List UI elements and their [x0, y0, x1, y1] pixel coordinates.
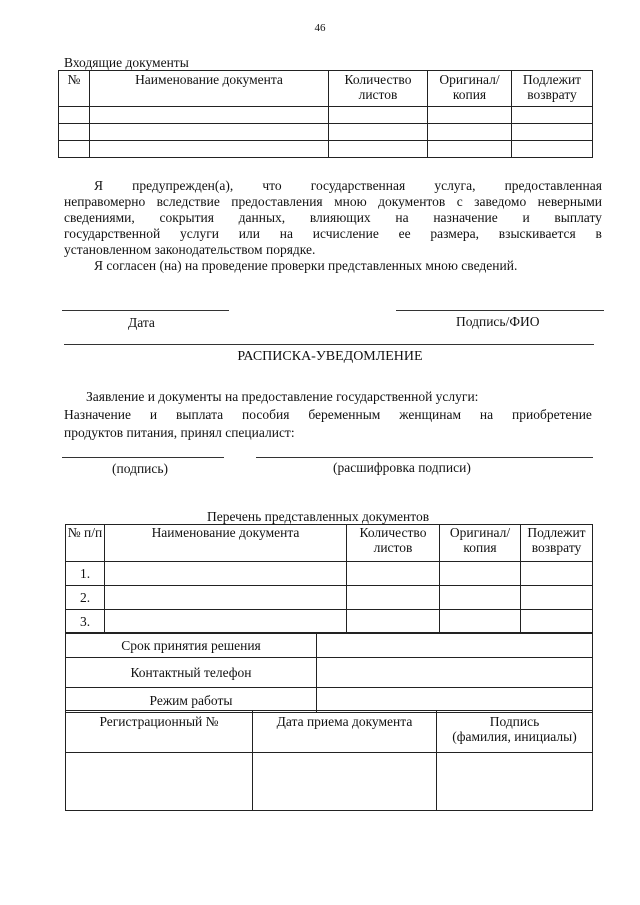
warning-line-4: государственной услуги или на исчисление ее размера, взыскивается в: [64, 226, 602, 241]
col-pages: Количество листов: [329, 71, 428, 107]
col-name: Наименование документа: [90, 71, 329, 107]
documents-table: [65, 524, 593, 634]
receipt-title: РАСПИСКА-УВЕДОМЛЕНИЕ: [237, 349, 423, 364]
contact-phone-label: Контактный телефон: [66, 658, 317, 688]
date-line: [62, 310, 229, 311]
col-return: Подлежит возврату: [512, 71, 593, 107]
decode-hint: (расшифровка подписи): [333, 460, 471, 475]
page-number: 46: [314, 22, 326, 34]
separator-line: [64, 344, 594, 345]
table-row: [59, 107, 593, 124]
warning-line-3: сведениями, сокрытия данных, влияющих на назначение и выплату: [64, 210, 602, 225]
col-number: №: [59, 71, 90, 107]
warning-line-5: установленном законодательством порядке.: [64, 242, 316, 257]
work-mode-label: Режим работы: [66, 688, 317, 713]
list-title: Перечень представленных документов: [207, 509, 430, 524]
specialist-sign-line: [62, 457, 224, 458]
signature-line: [396, 310, 604, 311]
info-table: [65, 632, 593, 713]
specialist-decode-line: [256, 457, 593, 458]
warning-line-1: Я предупрежден(а), что государственная услуга, предоставленная: [94, 178, 602, 193]
receive-date-label: Дата приема документа: [253, 711, 437, 753]
incoming-table: [58, 70, 593, 158]
table-row: [59, 141, 593, 158]
col-original: Оригинал/ копия: [428, 71, 512, 107]
registration-table: [65, 710, 593, 811]
reg-number-label: Регистрационный №: [66, 711, 253, 753]
warning-paragraph: [64, 178, 602, 274]
table-row: 2.: [66, 586, 593, 610]
receipt-line-2: Назначение и выплата пособия беременным женщинам на приобретение: [64, 407, 592, 422]
warning-line-2: неправомерно вследствие предоставления мною документов с заведомо неверными: [64, 194, 602, 209]
receipt-line-3: продуктов питания, принял специалист:: [64, 425, 295, 440]
sign-hint: (подпись): [112, 461, 169, 476]
table-row: [66, 753, 593, 811]
col-name: Наименование документа: [105, 525, 347, 562]
consent-text: Я согласен (на) на проведение проверки представленных мною сведений.: [94, 258, 518, 273]
sign-cell-label: Подпись (фамилия, инициалы): [437, 711, 593, 753]
col-return: Подлежит возврату: [521, 525, 593, 562]
decision-term-label: Срок принятия решения: [66, 633, 317, 658]
table-row: 3.: [66, 610, 593, 634]
col-number: № п/п: [66, 525, 105, 562]
incoming-title: Входящие документы: [64, 55, 189, 70]
table-row: 1.: [66, 562, 593, 586]
table-row: [59, 124, 593, 141]
receipt-line-1: Заявление и документы на предоставление государственной услуги:: [86, 389, 479, 404]
date-label: Дата: [128, 315, 155, 330]
col-pages: Количество листов: [347, 525, 440, 562]
col-original: Оригинал/ копия: [440, 525, 521, 562]
signature-label: Подпись/ФИО: [456, 314, 540, 329]
